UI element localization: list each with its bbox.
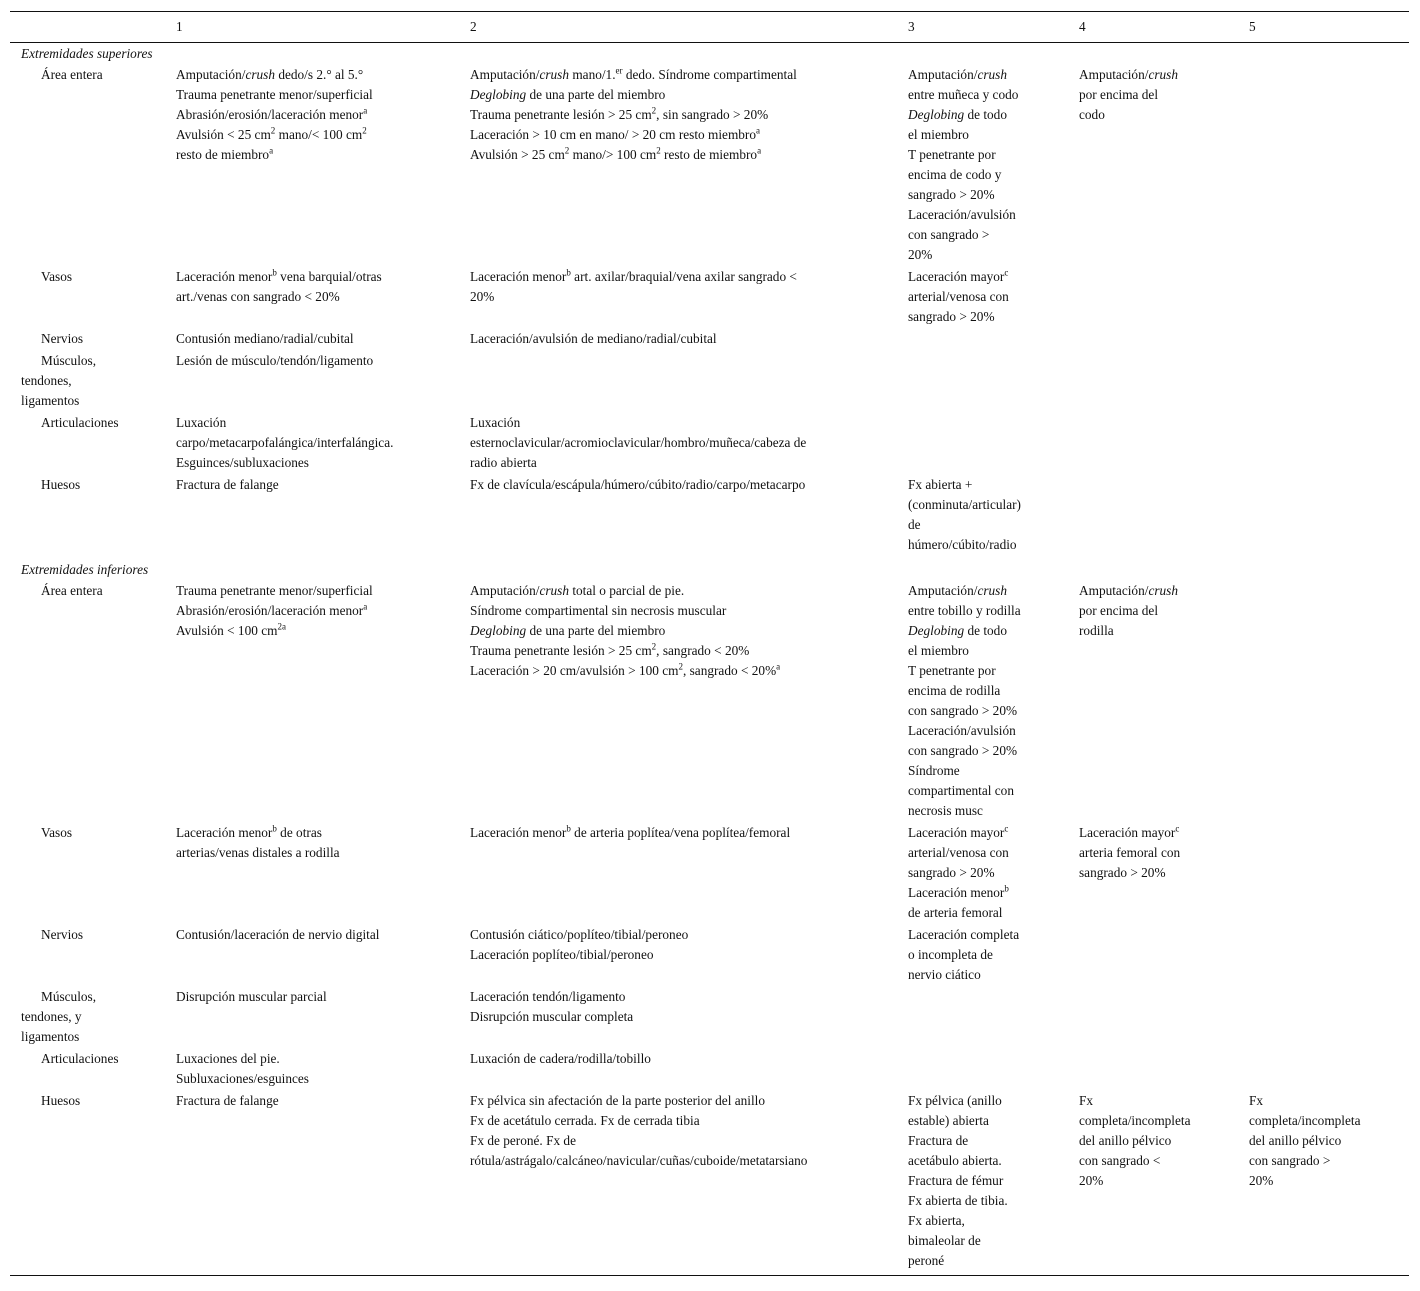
row-label: Huesos (41, 477, 81, 492)
cell-grade-4: Amputación/crush por encima del codo (1079, 67, 1178, 122)
table-row-lower-area (10, 581, 1409, 823)
cell-grade-4: Amputación/crush por encima del rodilla (1079, 583, 1178, 638)
cell-grade-1: Disrupción muscular parcial (176, 989, 327, 1004)
cell-grade-1: Luxación carpo/metacarpofalángica/interfalángica. Esguinces/subluxaciones (176, 415, 394, 470)
section-upper: Extremidades superiores (21, 46, 153, 61)
col-header-2: 2 (470, 19, 477, 34)
table-header (10, 12, 1409, 43)
row-label: Vasos (41, 825, 73, 840)
cell-grade-1: Laceración menor$^b$ de otras arterias/venas distales a rodilla (176, 823, 340, 860)
cell-grade-1: Lesión de músculo/tendón/ligamento (176, 353, 374, 368)
cell-grade-2: Amputación/crush mano/1.$^{er}$ dedo. Síndrome compartimental Deglobing de una parte del miembro Trauma penetrante lesión > 25 $cm^2$, sin sangrado > 20% Laceración > 10 cm en mano/ > 20 cm resto miembro$^a$ Avulsión > 25 $cm^2$ mano/> 100 $cm^2$ resto de miembro$^a$ (470, 65, 797, 162)
table-row-lower-musculos (10, 987, 1409, 1049)
table-row-upper-articulaciones (10, 413, 1409, 475)
row-label: Área entera (41, 583, 103, 598)
table-row-lower-huesos (10, 1091, 1409, 1275)
cell-grade-2: Fx de clavícula/escápula/húmero/cúbito/radio/carpo/metacarpo (470, 477, 806, 492)
cell-grade-3: Fx abierta + (conminuta/articular) de húmero/cúbito/radio (908, 477, 1021, 552)
cell-grade-2: Laceración menor$^b$ art. axilar/braquial/vena axilar sangrado < 20% (470, 267, 797, 304)
cell-grade-2: Amputación/crush total o parcial de pie. Síndrome compartimental sin necrosis muscular Deglobing de una parte del miembro Trauma penetrante lesión > 25 $cm^2$, sangrado < 20% Laceración > 20 cm/avulsión > 100 $cm^2$, sangrado < 20%$^a$ (470, 583, 781, 678)
cell-grade-1: Contusión/laceración de nervio digital (176, 927, 380, 942)
row-label: Nervios (41, 927, 84, 942)
table-row-lower-vasos (10, 823, 1409, 925)
cell-grade-3: Laceración mayor$^c$ arterial/venosa con sangrado > 20% (908, 267, 1009, 324)
cell-grade-1: Fractura de falange (176, 1093, 279, 1108)
cell-grade-4: Fx completa/incompleta del anillo pélvico con sangrado < 20% (1079, 1093, 1191, 1188)
table-row-upper-nervios (10, 329, 1409, 351)
cell-grade-2: Fx pélvica sin afectación de la parte posterior del anillo Fx de acetátulo cerrada. Fx de cerrada tibia Fx de peroné. Fx de rótula/astrágalo/calcáneo/navicular/cuñas/cuboide/metatarsiano (470, 1093, 808, 1168)
cell-grade-2: Laceración/avulsión de mediano/radial/cubital (470, 331, 717, 346)
cell-grade-2: Contusión ciático/poplíteo/tibial/peroneo Laceración poplíteo/tibial/peroneo (470, 927, 689, 962)
row-label: Nervios (41, 331, 84, 346)
cell-grade-1: Luxaciones del pie. Subluxaciones/esguinces (176, 1051, 309, 1086)
row-label: Músculos, tendones, y ligamentos (21, 989, 97, 1044)
row-label: Vasos (41, 269, 73, 284)
col-header-1: 1 (176, 19, 183, 34)
row-label: Articulaciones (41, 1051, 119, 1066)
cell-grade-3: Fx pélvica (anillo estable) abierta Fractura de acetábulo abierta. Fractura de fémur Fx abierta de tibia. Fx abierta, bimaleolar de peroné (908, 1093, 1008, 1268)
cell-grade-5: Fx completa/incompleta del anillo pélvico con sangrado > 20% (1249, 1093, 1361, 1188)
row-label: Músculos, tendones, ligamentos (21, 353, 97, 408)
cell-grade-1: Amputación/crush dedo/s 2.° al 5.° Trauma penetrante menor/superficial Abrasión/erosión/laceración menor$^a$ Avulsión < 25 $cm^2$ mano/< 100 $cm^2$ resto de miembro$^a$ (176, 67, 373, 162)
cell-grade-4: Laceración mayor$^c$ arteria femoral con sangrado > 20% (1079, 823, 1181, 880)
injury-table (10, 11, 1409, 1276)
table-row-upper-vasos (10, 267, 1409, 329)
table-row-upper-area (10, 65, 1409, 267)
table-row-lower-nervios (10, 925, 1409, 987)
row-label: Huesos (41, 1093, 81, 1108)
table-row-upper-musculos (10, 351, 1409, 413)
cell-grade-2: Laceración menor$^b$ de arteria poplítea/vena poplítea/femoral (470, 823, 791, 840)
cell-grade-1: Contusión mediano/radial/cubital (176, 331, 354, 346)
row-label: Articulaciones (41, 415, 119, 430)
col-header-3: 3 (908, 19, 915, 34)
cell-grade-1: Laceración menor$^b$ vena barquial/otras art./venas con sangrado < 20% (176, 267, 382, 304)
row-label: Área entera (41, 67, 103, 82)
col-header-5: 5 (1249, 19, 1256, 34)
table-row-lower-articulaciones (10, 1049, 1409, 1091)
cell-grade-3: Laceración mayor$^c$ arterial/venosa con sangrado > 20% Laceración menor$^b$ de arteria femoral (908, 823, 1009, 920)
cell-grade-3: Amputación/crush entre muñeca y codo Deglobing de todo el miembro T penetrante por encima de codo y sangrado > 20% Laceración/avulsión con sangrado > 20% (908, 67, 1019, 262)
cell-grade-2: Laceración tendón/ligamento Disrupción muscular completa (470, 989, 634, 1024)
cell-grade-1: Trauma penetrante menor/superficial Abrasión/erosión/laceración menor$^a$ Avulsión < 100 $cm^{2a}$ (176, 583, 373, 638)
cell-grade-3: Amputación/crush entre tobillo y rodilla Deglobing de todo el miembro T penetrante por encima de rodilla con sangrado > 20% Laceración/avulsión con sangrado > 20% Síndrome compartimental con necrosis musc (908, 583, 1021, 818)
col-header-4: 4 (1079, 19, 1086, 34)
cell-grade-2: Luxación de cadera/rodilla/tobillo (470, 1051, 651, 1066)
table-row-upper-huesos (10, 475, 1409, 559)
cell-grade-3: Laceración completa o incompleta de nervio ciático (908, 927, 1020, 982)
cell-grade-2: Luxación esternoclavicular/acromioclavicular/hombro/muñeca/cabeza de radio abierta (470, 415, 807, 470)
section-lower: Extremidades inferiores (21, 562, 149, 577)
cell-grade-1: Fractura de falange (176, 477, 279, 492)
